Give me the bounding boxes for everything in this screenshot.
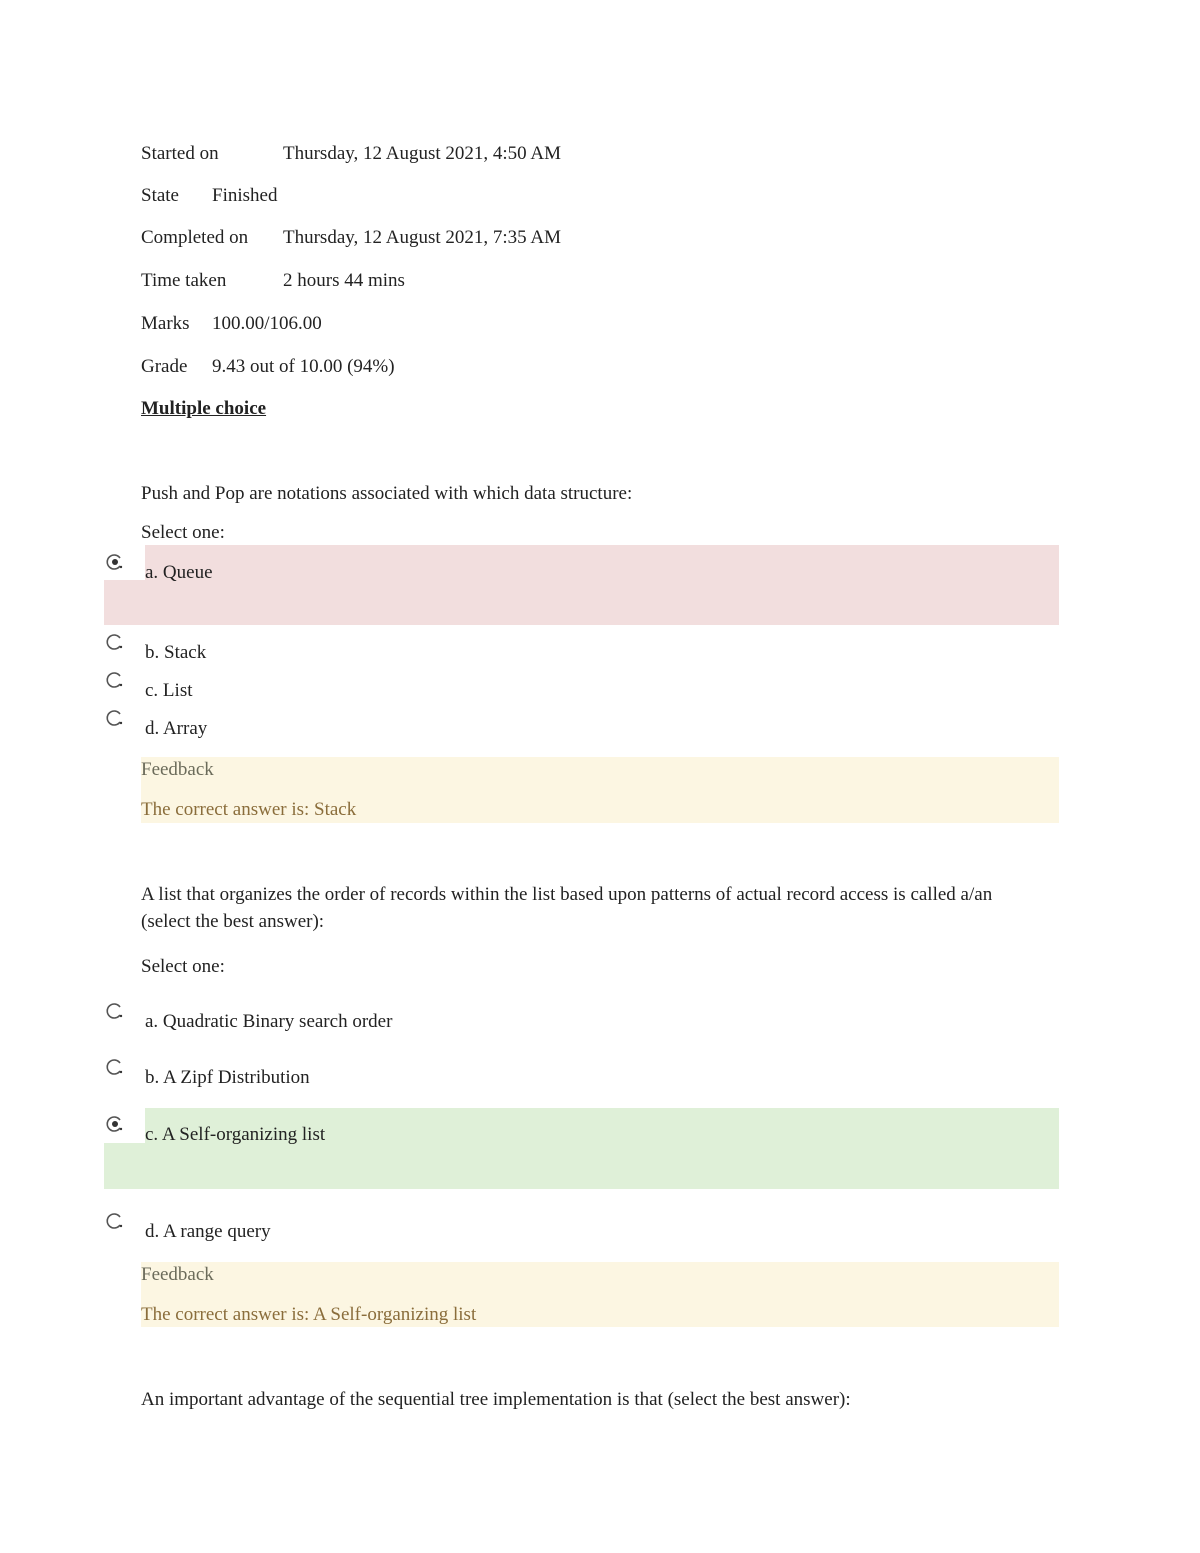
select-one-prompt: Select one:: [141, 956, 225, 977]
started-on-value: Thursday, 12 August 2021, 4:50 AM: [283, 143, 561, 164]
grade-label: Grade: [141, 356, 188, 377]
radio-unchecked-icon[interactable]: [106, 1058, 124, 1076]
time-taken-value: 2 hours 44 mins: [283, 270, 405, 291]
option-c[interactable]: c. A Self-organizing list: [145, 1124, 326, 1145]
feedback-title: Feedback: [141, 759, 214, 780]
option-a[interactable]: a. Quadratic Binary search order: [145, 1011, 393, 1032]
radio-unchecked-icon[interactable]: [106, 1212, 124, 1230]
option-a[interactable]: a. Queue: [145, 562, 213, 583]
option-b[interactable]: b. A Zipf Distribution: [145, 1067, 310, 1088]
radio-unchecked-icon[interactable]: [106, 671, 124, 689]
time-taken-label: Time taken: [141, 270, 227, 291]
marks-value: 100.00/106.00: [212, 313, 322, 334]
option-d[interactable]: d. A range query: [145, 1221, 271, 1242]
started-on-label: Started on: [141, 143, 219, 164]
incorrect-answer-highlight: [104, 580, 1059, 625]
incorrect-answer-highlight: [145, 545, 1059, 581]
completed-on-label: Completed on: [141, 227, 249, 248]
question-text: Push and Pop are notations associated with which data structure:: [141, 483, 633, 504]
option-d[interactable]: d. Array: [145, 718, 208, 739]
question-text: An important advantage of the sequential tree implementation is that (select the best answer):: [141, 1389, 851, 1410]
radio-unchecked-icon[interactable]: [106, 709, 124, 727]
feedback-correct-answer: The correct answer is: A Self-organizing list: [141, 1304, 477, 1325]
feedback-correct-answer: The correct answer is: Stack: [141, 799, 357, 820]
marks-label: Marks: [141, 313, 190, 334]
state-value: Finished: [212, 185, 278, 206]
radio-unchecked-icon[interactable]: [106, 633, 124, 651]
section-title: Multiple choice: [141, 398, 267, 419]
feedback-title: Feedback: [141, 1264, 214, 1285]
option-c[interactable]: c. List: [145, 680, 193, 701]
question-text: A list that organizes the order of records within the list based upon patterns of actual record access is called a/an (select the best answer):: [141, 884, 993, 932]
radio-checked-icon[interactable]: [106, 1115, 124, 1133]
option-b[interactable]: b. Stack: [145, 642, 207, 663]
grade-value: 9.43 out of 10.00 (94%): [212, 356, 395, 377]
state-label: State: [141, 185, 179, 206]
radio-unchecked-icon[interactable]: [106, 1002, 124, 1020]
radio-checked-icon[interactable]: [106, 553, 124, 571]
select-one-prompt: Select one:: [141, 522, 225, 543]
completed-on-value: Thursday, 12 August 2021, 7:35 AM: [283, 227, 561, 248]
correct-answer-highlight: [104, 1143, 1059, 1189]
